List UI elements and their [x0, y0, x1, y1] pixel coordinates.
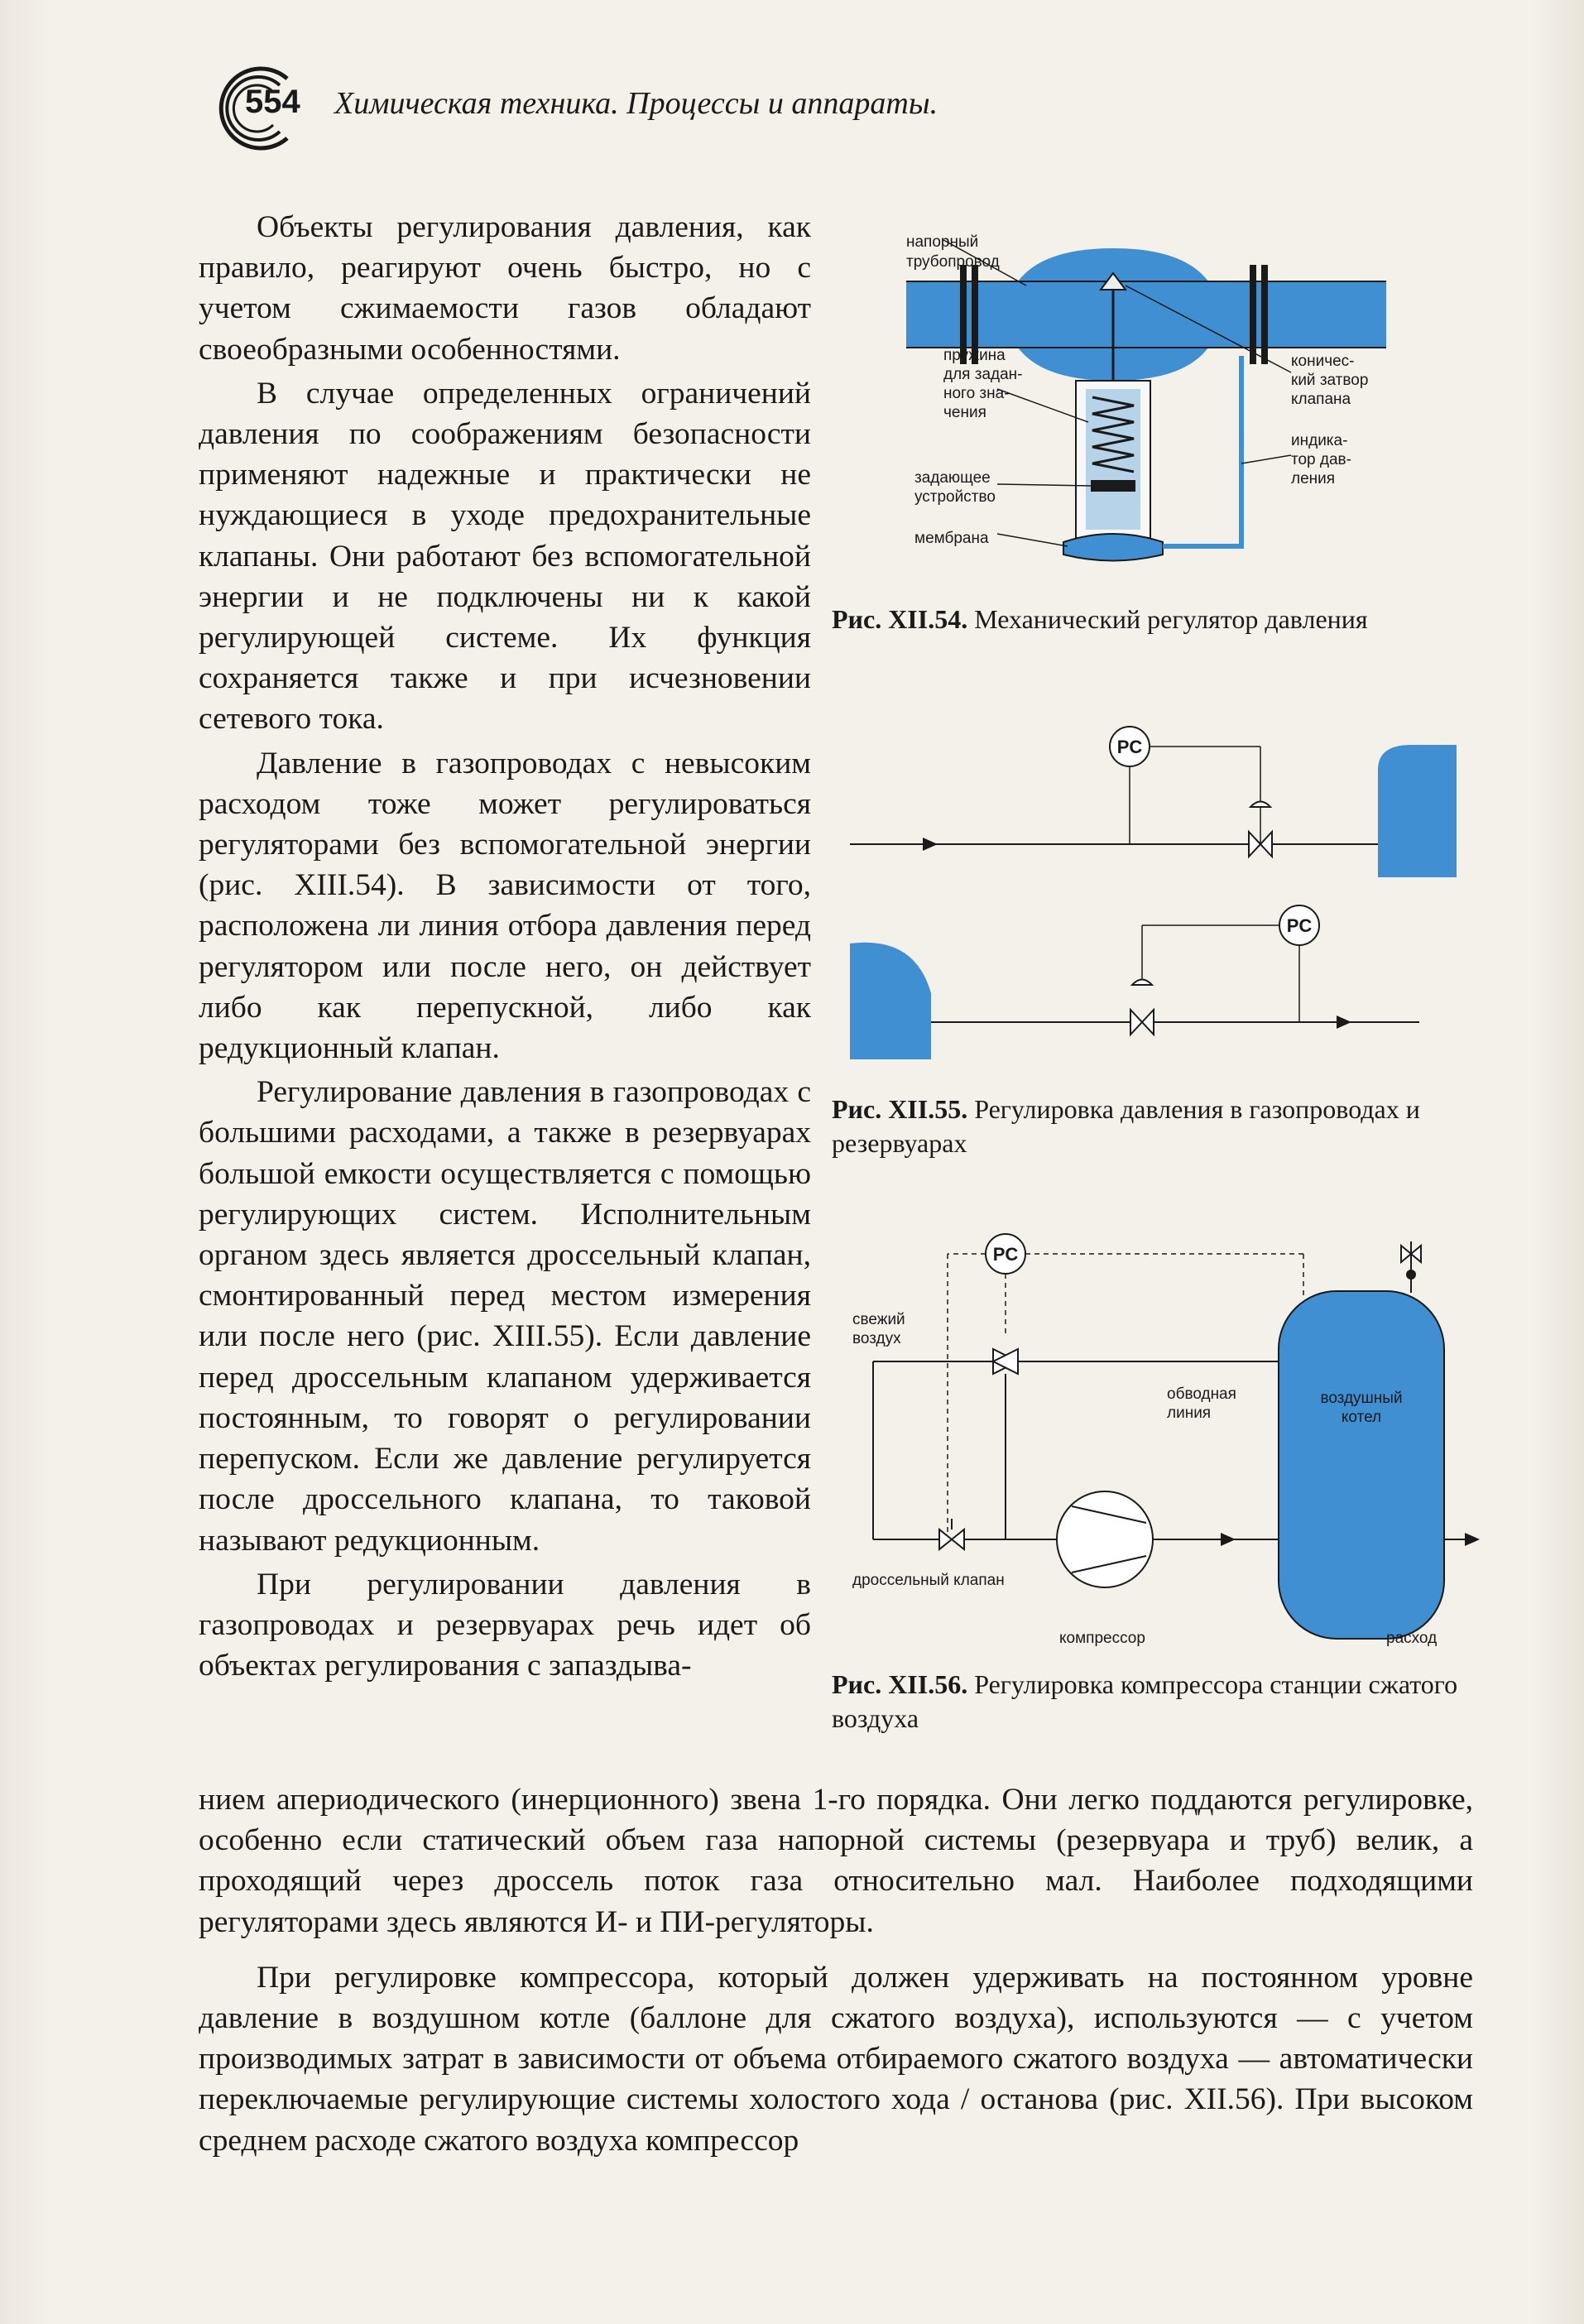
text-full-width — [199, 1779, 1473, 2161]
label-pipe: напорный — [906, 233, 979, 251]
air-boiler — [1279, 1291, 1444, 1639]
figure-caption: Рис. XII.56. Регулировка компрессора станции сжатого воздуха — [832, 1669, 1458, 1733]
pc-controller-top: PC — [1116, 737, 1143, 757]
label-bypass: обводная — [1167, 1385, 1236, 1403]
label-spring: пружина — [943, 347, 1006, 364]
paragraph: При регулировке компрессора, который должен удерживать на постоянном уровне давление в воздушном котле (баллоне для сжатого воздуха), используются — с учетом производимых затрат в зависимости от объема отбираемого сжатого воздуха — автоматически переключаемые регулирующие системы холостого хода / останова (рис. XII.56). При высоком среднем расходе сжатого воздуха компрессор — [199, 1960, 1473, 2158]
text-column — [199, 207, 811, 1686]
label-throttle: дроссельный клапан — [852, 1572, 1005, 1589]
paragraph: В случае определенных ограничений давления по соображениям безопасности применяют надежные и практически не нуждающиеся в уходе предохранительные клапаны. Они работают без вспомогательной энергии и не подключены ни к какой регулирующей системе. Их функция сохраняется также и при исчезновении сетевого тока. — [199, 376, 811, 737]
label-compressor: компрессор — [1059, 1630, 1145, 1647]
svg-text:тор дав-: тор дав- — [1291, 451, 1351, 468]
figure-compressor-station — [840, 1225, 1486, 1655]
figure-gas-pipeline-regulation — [840, 720, 1486, 1068]
figure-mechanical-regulator — [828, 215, 1490, 571]
paragraph: Объекты регулирования давления, как правило, реагируют очень быстро, но с учетом сжимаемости газов обладают своеобразными особенностями. — [199, 210, 811, 367]
label-fresh-air: свежий — [852, 1311, 905, 1328]
svg-text:трубопровод: трубопровод — [906, 253, 1000, 271]
running-title: Химическая техника. Процессы и аппараты. — [334, 86, 938, 121]
figure-caption: Рис. XII.54. Механический регулятор давления — [832, 604, 1368, 634]
label-indicator: индика- — [1291, 432, 1348, 449]
svg-text:чения: чения — [943, 404, 986, 421]
paragraph: нием апериодического (инерционного) звена 1-го порядка. Они легко поддаются регулировке, особенно если статический объем газа напорной системы (резервуара и труб) велик, а проходящий через дроссель поток газа относительно мал. Наиболее подходящими регуляторами здесь являются И- и ПИ-регуляторы. — [199, 1783, 1473, 1939]
svg-text:ления: ления — [1291, 470, 1336, 487]
paragraph: Регулирование давления в газопроводах с большими расходами, а также в резервуарах большой емкости осуществляется с помощью регулирующих систем. Исполнительным органом здесь является дроссельный клапан, смонтированный перед местом измерения или после него (рис. XIII.55). Если давление перед дроссельным клапаном удерживается постоянным, то говорят о регулировании перепуском. Если же давление регулируется после дроссельного клапана, то таковой называют редукционным. — [199, 1075, 811, 1558]
svg-text:линия: линия — [1167, 1404, 1212, 1422]
svg-text:воздух: воздух — [852, 1330, 901, 1347]
compressor — [1057, 1491, 1153, 1587]
page-number: 554 — [245, 84, 300, 120]
label-flow: расход — [1386, 1630, 1438, 1647]
label-cone: коничес- — [1291, 353, 1355, 370]
svg-text:клапана: клапана — [1291, 391, 1351, 408]
paragraph: При регулировании давления в газопроводах и резервуарах речь идет об объектах регулирования с запаздыва- — [199, 1567, 811, 1683]
label-setter: задающее — [914, 469, 991, 487]
svg-text:устройство: устройство — [914, 488, 996, 506]
figure-caption: Рис. XII.55. Регулировка давления в газопроводах и резервуарах — [832, 1094, 1420, 1158]
pc-controller-bottom: PC — [1286, 915, 1313, 936]
label-boiler: воздушный — [1320, 1390, 1403, 1407]
pc-controller: PC — [992, 1244, 1019, 1265]
label-membrane: мембрана — [914, 530, 989, 547]
svg-text:ного зна-: ного зна- — [943, 385, 1010, 402]
svg-text:кий затвор: кий затвор — [1291, 372, 1369, 389]
svg-text:котел: котел — [1341, 1409, 1382, 1426]
paragraph: Давление в газопроводах с невысоким расходом тоже может регулироваться регуляторами без вспомогательной энергии (рис. XIII.54). В зависимости от того, расположена ли линия отбора давления перед регулятором или после него, он действует либо как перепускной, либо как редукционный клапан. — [199, 746, 811, 1066]
svg-text:для задан-: для задан- — [943, 366, 1023, 383]
